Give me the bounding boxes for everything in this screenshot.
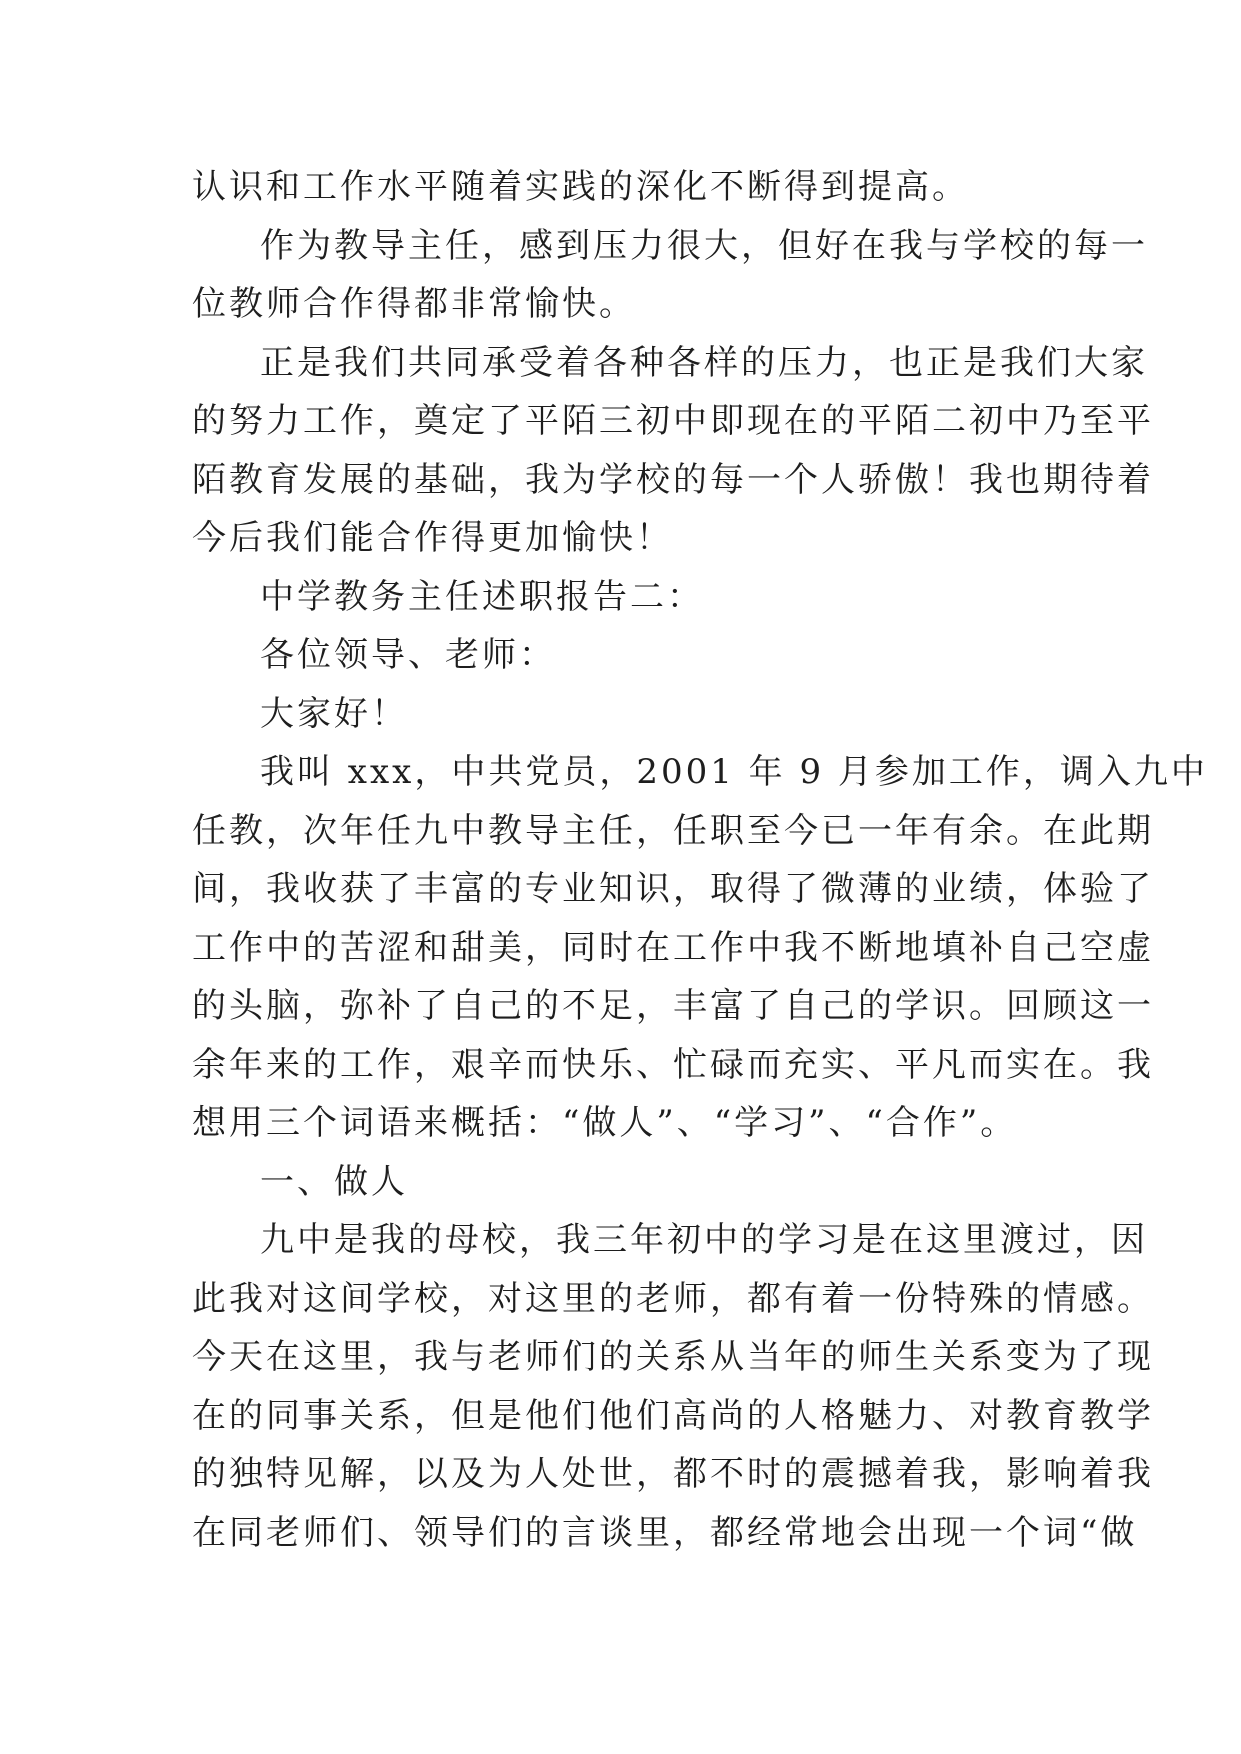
- text-line: 的努力工作，奠定了平陌三初中即现在的平陌二初中乃至平: [192, 401, 1154, 441]
- text-line: 在同老师们、领导们的言谈里，都经常地会出现一个词“做: [192, 1512, 1138, 1553]
- text-line: 一、做人: [260, 1161, 408, 1202]
- text-line: 想用三个词语来概括：“做人”、“学习”、“合作”。: [192, 1103, 1018, 1143]
- document-body: [192, 158, 1208, 1562]
- text-line: 的独特见解，以及为人处世，都不时的震撼着我，影响着我: [192, 1454, 1154, 1494]
- text-line: 间，我收获了丰富的专业知识，取得了微薄的业绩，体验了: [192, 869, 1154, 909]
- text-line: 正是我们共同承受着各种各样的压力，也正是我们大家: [260, 342, 1148, 383]
- text-line: 各位领导、老师：: [260, 635, 556, 675]
- text-line: 认识和工作水平随着实践的深化不断得到提高。: [192, 167, 969, 207]
- text-line: 此我对这间学校，对这里的老师，都有着一份特殊的情感。: [192, 1278, 1154, 1319]
- text-line: 我叫 xxx，中共党员，2001 年 9 月参加工作，调入九中: [260, 752, 1208, 792]
- text-line: 的头脑，弥补了自己的不足，丰富了自己的学识。回顾这一: [192, 986, 1154, 1026]
- text-line: 位教师合作得都非常愉快。: [192, 284, 636, 324]
- text-line: 今后我们能合作得更加愉快！: [192, 518, 673, 558]
- text-line: 九中是我的母校，我三年初中的学习是在这里渡过，因: [260, 1220, 1148, 1260]
- text-line: 中学教务主任述职报告二：: [260, 576, 704, 617]
- text-line: 余年来的工作，艰辛而快乐、忙碌而充实、平凡而实在。我: [192, 1044, 1154, 1085]
- text-line: 作为教导主任，感到压力很大，但好在我与学校的每一: [260, 225, 1148, 266]
- text-line: 任教，次年任九中教导主任，任职至今已一年有余。在此期: [192, 810, 1154, 851]
- text-line: 今天在这里，我与老师们的关系从当年的师生关系变为了现: [192, 1337, 1154, 1377]
- text-line: 在的同事关系，但是他们他们高尚的人格魅力、对教育教学: [192, 1395, 1154, 1436]
- text-line: 工作中的苦涩和甜美，同时在工作中我不断地填补自己空虚: [192, 927, 1154, 968]
- text-line: 大家好！: [260, 693, 408, 734]
- text-line: 陌教育发展的基础，我为学校的每一个人骄傲！我也期待着: [192, 459, 1154, 500]
